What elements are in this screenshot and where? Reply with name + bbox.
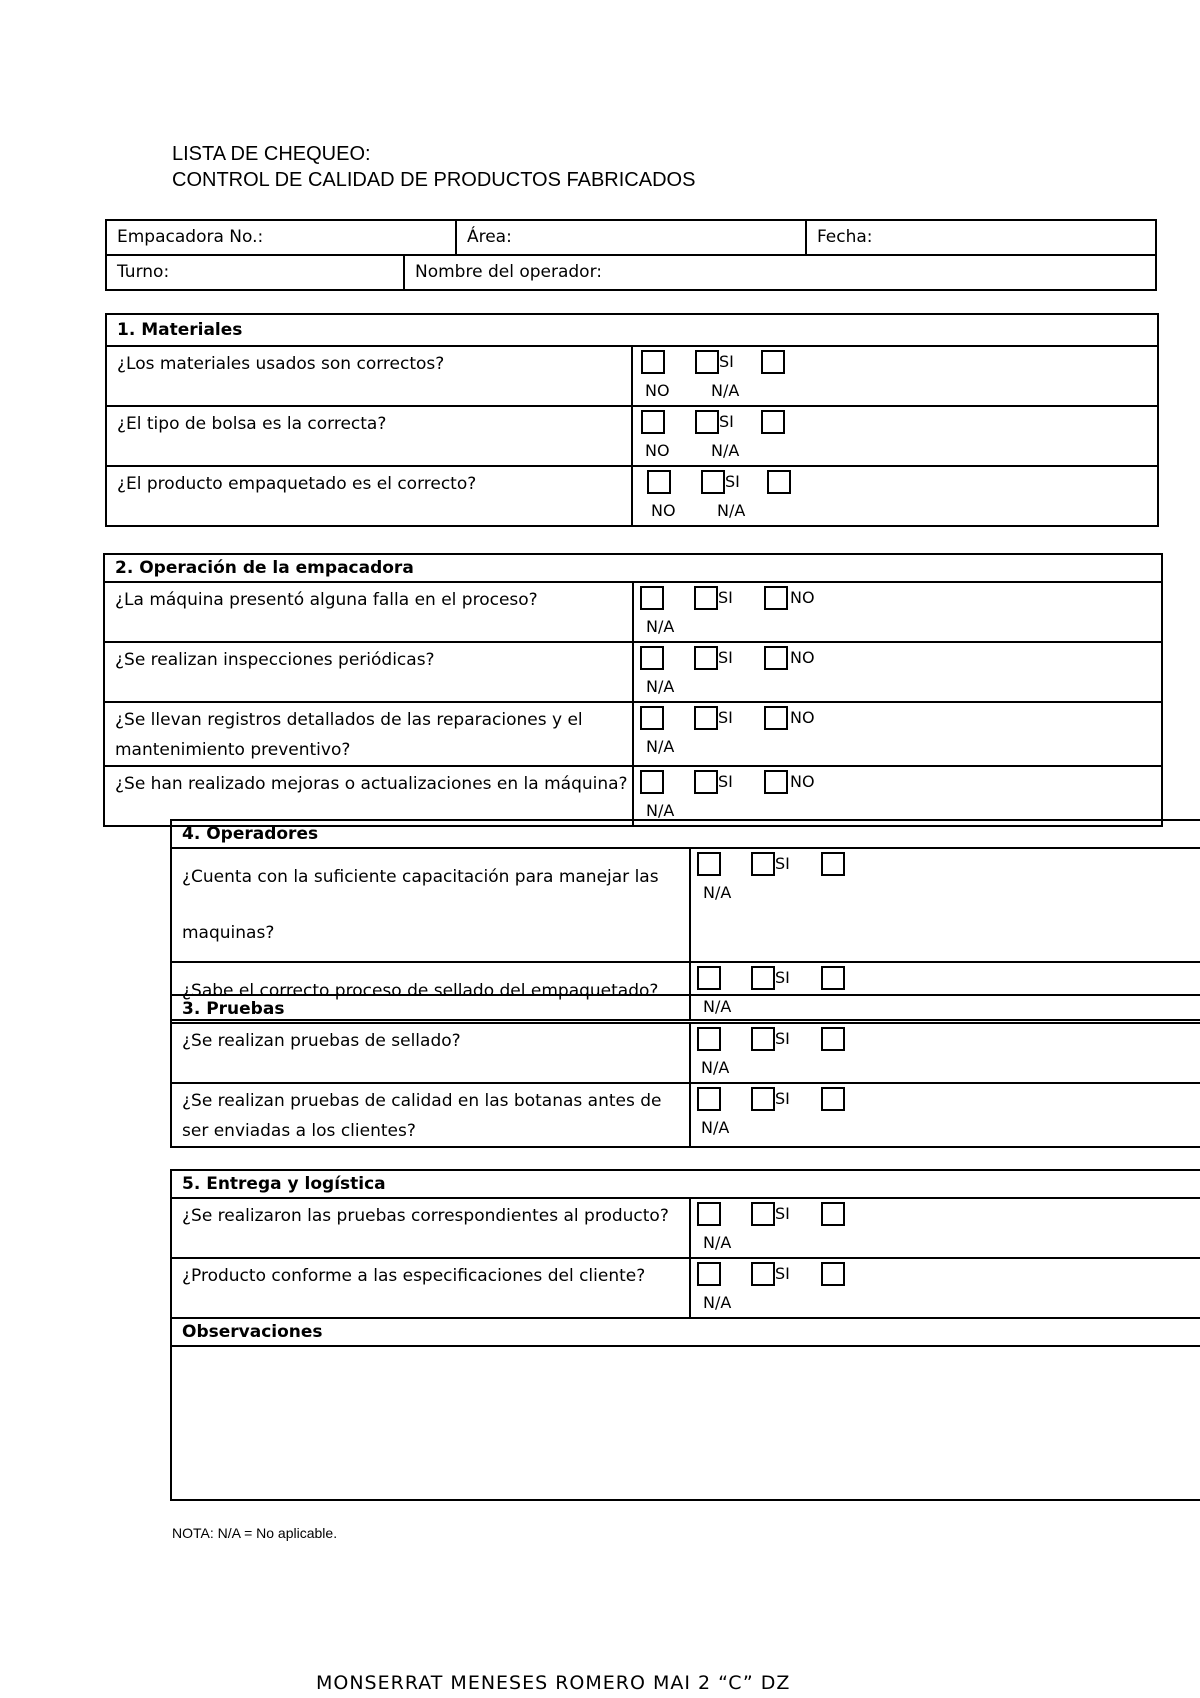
checkbox-si[interactable] — [697, 966, 721, 990]
checkbox-si[interactable] — [697, 852, 721, 876]
na-label: N/A — [646, 801, 675, 820]
turno-field[interactable]: Turno: — [106, 255, 404, 290]
checkbox-no[interactable] — [751, 1262, 775, 1286]
observaciones-title: Observaciones — [171, 1318, 1200, 1346]
checkbox-no[interactable] — [694, 586, 718, 610]
materiales-q2: ¿El tipo de bolsa es la correcta? — [106, 406, 632, 466]
checkbox-na[interactable] — [821, 852, 845, 876]
na-label: N/A — [701, 1118, 730, 1137]
empacadora-field[interactable]: Empacadora No.: — [106, 220, 456, 255]
checkbox-no[interactable] — [695, 350, 719, 374]
si-label: SI — [775, 1264, 790, 1283]
si-label: SI — [718, 708, 733, 727]
checkbox-na[interactable] — [764, 646, 788, 670]
checkbox-no[interactable] — [751, 1027, 775, 1051]
pruebas-q1-options — [690, 1023, 1200, 1083]
na-label: N/A — [703, 1233, 732, 1252]
checkbox-na[interactable] — [767, 470, 791, 494]
materiales-title: 1. Materiales — [106, 314, 1158, 346]
checkbox-si[interactable] — [647, 470, 671, 494]
si-label: SI — [775, 968, 790, 987]
pruebas-title: 3. Pruebas — [171, 995, 1200, 1023]
na-label: N/A — [711, 381, 740, 400]
si-label: SI — [718, 588, 733, 607]
operador-field[interactable]: Nombre del operador: — [404, 255, 1156, 290]
title-line-2: CONTROL DE CALIDAD DE PRODUCTOS FABRICADOS — [172, 169, 696, 191]
si-label: SI — [775, 854, 790, 873]
no-label: NO — [651, 501, 676, 520]
no-label: NO — [790, 588, 815, 607]
na-label: N/A — [703, 1293, 732, 1312]
pruebas-q1: ¿Se realizan pruebas de sellado? — [171, 1023, 690, 1083]
na-label: N/A — [703, 883, 732, 902]
si-label: SI — [719, 412, 734, 431]
operadores-q2: ¿Sabe el correcto proceso de sellado del empaquetado? — [171, 962, 690, 1020]
na-label: N/A — [646, 737, 675, 756]
checkbox-no[interactable] — [751, 1202, 775, 1226]
na-label: N/A — [711, 441, 740, 460]
no-label: NO — [645, 381, 670, 400]
materiales-q2-options — [632, 406, 1158, 466]
materiales-q3-options — [632, 466, 1158, 526]
checkbox-na[interactable] — [761, 350, 785, 374]
entrega-q1: ¿Se realizaron las pruebas correspondientes al producto? — [171, 1198, 690, 1258]
operacion-q1: ¿La máquina presentó alguna falla en el proceso? — [104, 582, 633, 642]
note: NOTA: N/A = No aplicable. — [172, 1525, 338, 1541]
checkbox-na[interactable] — [821, 966, 845, 990]
checkbox-na[interactable] — [764, 706, 788, 730]
entrega-q2: ¿Producto conforme a las especificaciones del cliente? — [171, 1258, 690, 1318]
si-label: SI — [719, 352, 734, 371]
checkbox-si[interactable] — [697, 1087, 721, 1111]
na-label: N/A — [717, 501, 746, 520]
entrega-table — [170, 1169, 1200, 1501]
operacion-q3-options — [633, 702, 1162, 766]
checkbox-na[interactable] — [821, 1027, 845, 1051]
si-label: SI — [718, 648, 733, 667]
operadores-title: 4. Operadores — [171, 820, 1200, 848]
materiales-q1: ¿Los materiales usados son correctos? — [106, 346, 632, 406]
si-label: SI — [718, 772, 733, 791]
pruebas-q2: ¿Se realizan pruebas de calidad en las botanas antes de ser enviadas a los clientes? — [171, 1083, 690, 1147]
operadores-q1-options — [690, 848, 1200, 962]
checkbox-si[interactable] — [697, 1202, 721, 1226]
na-label: N/A — [646, 617, 675, 636]
si-label: SI — [775, 1204, 790, 1223]
checkbox-no[interactable] — [751, 966, 775, 990]
entrega-q1-options — [690, 1198, 1200, 1258]
operacion-q3: ¿Se llevan registros detallados de las reparaciones y el mantenimiento preventivo? — [104, 702, 633, 766]
operadores-table — [170, 819, 1200, 1021]
checkbox-si[interactable] — [641, 350, 665, 374]
na-label: N/A — [646, 677, 675, 696]
checkbox-no[interactable] — [695, 410, 719, 434]
operacion-q2: ¿Se realizan inspecciones periódicas? — [104, 642, 633, 702]
checkbox-no[interactable] — [694, 770, 718, 794]
no-label: NO — [645, 441, 670, 460]
materiales-q3: ¿El producto empaquetado es el correcto? — [106, 466, 632, 526]
materiales-table — [105, 313, 1159, 527]
no-label: NO — [790, 708, 815, 727]
pruebas-q2-options — [690, 1083, 1200, 1147]
checkbox-na[interactable] — [821, 1202, 845, 1226]
checkbox-si[interactable] — [640, 770, 664, 794]
checkbox-no[interactable] — [694, 706, 718, 730]
no-label: NO — [790, 648, 815, 667]
checkbox-si[interactable] — [640, 646, 664, 670]
checkbox-na[interactable] — [761, 410, 785, 434]
checkbox-si[interactable] — [640, 706, 664, 730]
entrega-title: 5. Entrega y logística — [171, 1170, 1200, 1198]
fecha-field[interactable]: Fecha: — [806, 220, 1156, 255]
header-table-row2 — [105, 254, 1157, 291]
operacion-q4: ¿Se han realizado mejoras o actualizaciones en la máquina? — [104, 766, 633, 826]
operacion-title: 2. Operación de la empacadora — [104, 554, 1162, 582]
checkbox-si[interactable] — [697, 1262, 721, 1286]
checkbox-na[interactable] — [764, 586, 788, 610]
operadores-q1: ¿Cuenta con la suficiente capacitación para manejar las maquinas? — [171, 848, 690, 962]
checkbox-si[interactable] — [697, 1027, 721, 1051]
checkbox-na[interactable] — [821, 1262, 845, 1286]
pruebas-table — [170, 994, 1200, 1148]
si-label: SI — [725, 472, 740, 491]
checkbox-si[interactable] — [641, 410, 665, 434]
materiales-q1-options — [632, 346, 1158, 406]
checkbox-si[interactable] — [640, 586, 664, 610]
checkbox-no[interactable] — [694, 646, 718, 670]
checkbox-no[interactable] — [701, 470, 725, 494]
operacion-q2-options — [633, 642, 1162, 702]
checkbox-na[interactable] — [764, 770, 788, 794]
observaciones-area[interactable] — [171, 1346, 1200, 1500]
operacion-q4-options — [633, 766, 1162, 826]
entrega-q2-options — [690, 1258, 1200, 1318]
area-field[interactable]: Área: — [456, 220, 806, 255]
operacion-table — [103, 553, 1163, 827]
checkbox-no[interactable] — [751, 852, 775, 876]
si-label: SI — [775, 1089, 790, 1108]
footer-author: MONSERRAT MENESES ROMERO MAI 2 “C” DZ — [316, 1672, 791, 1694]
na-label: N/A — [701, 1058, 730, 1077]
na-label: N/A — [703, 997, 732, 1016]
si-label: SI — [775, 1029, 790, 1048]
operacion-q1-options — [633, 582, 1162, 642]
checkbox-na[interactable] — [821, 1087, 845, 1111]
no-label: NO — [790, 772, 815, 791]
header-table — [105, 219, 1157, 256]
checkbox-no[interactable] — [751, 1087, 775, 1111]
title-line-1: LISTA DE CHEQUEO: — [172, 143, 371, 165]
